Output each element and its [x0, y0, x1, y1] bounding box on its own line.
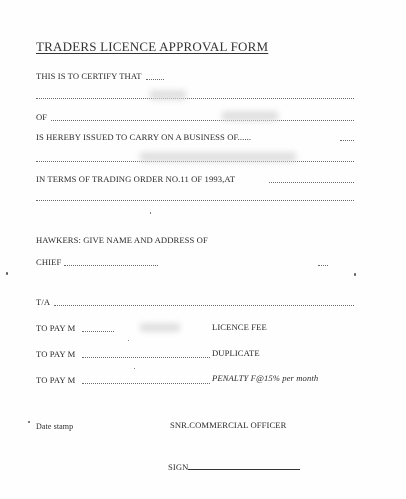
hawkers-label: HAWKERS: GIVE NAME AND ADDRESS OF	[36, 235, 208, 245]
of-line	[51, 120, 354, 121]
signature-line	[188, 469, 300, 470]
name-line	[36, 98, 354, 99]
ta-label: T/A	[36, 297, 51, 307]
redacted-address	[222, 111, 278, 121]
date-stamp-label: Date stamp	[36, 422, 74, 431]
chief-dots-end	[318, 265, 328, 266]
scan-speck	[354, 273, 356, 276]
of-label: OF	[36, 112, 48, 122]
licence-fee-label: LICENCE FEE	[212, 322, 267, 332]
chief-line	[64, 265, 158, 266]
sign-label: SIGN	[168, 462, 189, 472]
terms-line	[269, 182, 354, 183]
scan-speck	[28, 421, 30, 423]
penalty-label: PENALTY F@15% per month	[212, 373, 319, 383]
certify-label: THIS IS TO CERTIFY THAT	[36, 71, 142, 81]
officer-label: SNR.COMMERCIAL OFFICER	[170, 420, 287, 430]
scan-speck	[6, 272, 8, 275]
form-title: TRADERS LICENCE APPROVAL FORM	[36, 39, 269, 54]
pay-penalty-label: TO PAY M	[36, 375, 76, 385]
terms-label: IN TERMS OF TRADING ORDER NO.11 OF 1993,AT	[36, 174, 236, 184]
duplicate-label: DUPLICATE	[212, 348, 260, 358]
pay-penalty-dots	[82, 383, 210, 384]
redacted-name	[150, 90, 186, 100]
location-line	[36, 200, 354, 201]
scan-speck	[134, 368, 135, 369]
pay-licence-label: TO PAY M	[36, 323, 76, 333]
pay-duplicate-label: TO PAY M	[36, 349, 76, 359]
redacted-business	[140, 152, 296, 162]
pay-licence-dots	[82, 331, 114, 332]
pay-duplicate-dots	[82, 357, 210, 358]
redacted-licence-amount	[140, 323, 180, 332]
chief-label: CHIEF	[36, 257, 62, 267]
scan-speck	[150, 212, 151, 214]
scan-speck	[128, 340, 129, 341]
certify-dots	[146, 79, 164, 80]
ta-line	[54, 305, 354, 306]
issued-dots	[340, 140, 354, 141]
issued-label: IS HEREBY ISSUED TO CARRY ON A BUSINESS OF......	[36, 132, 252, 142]
